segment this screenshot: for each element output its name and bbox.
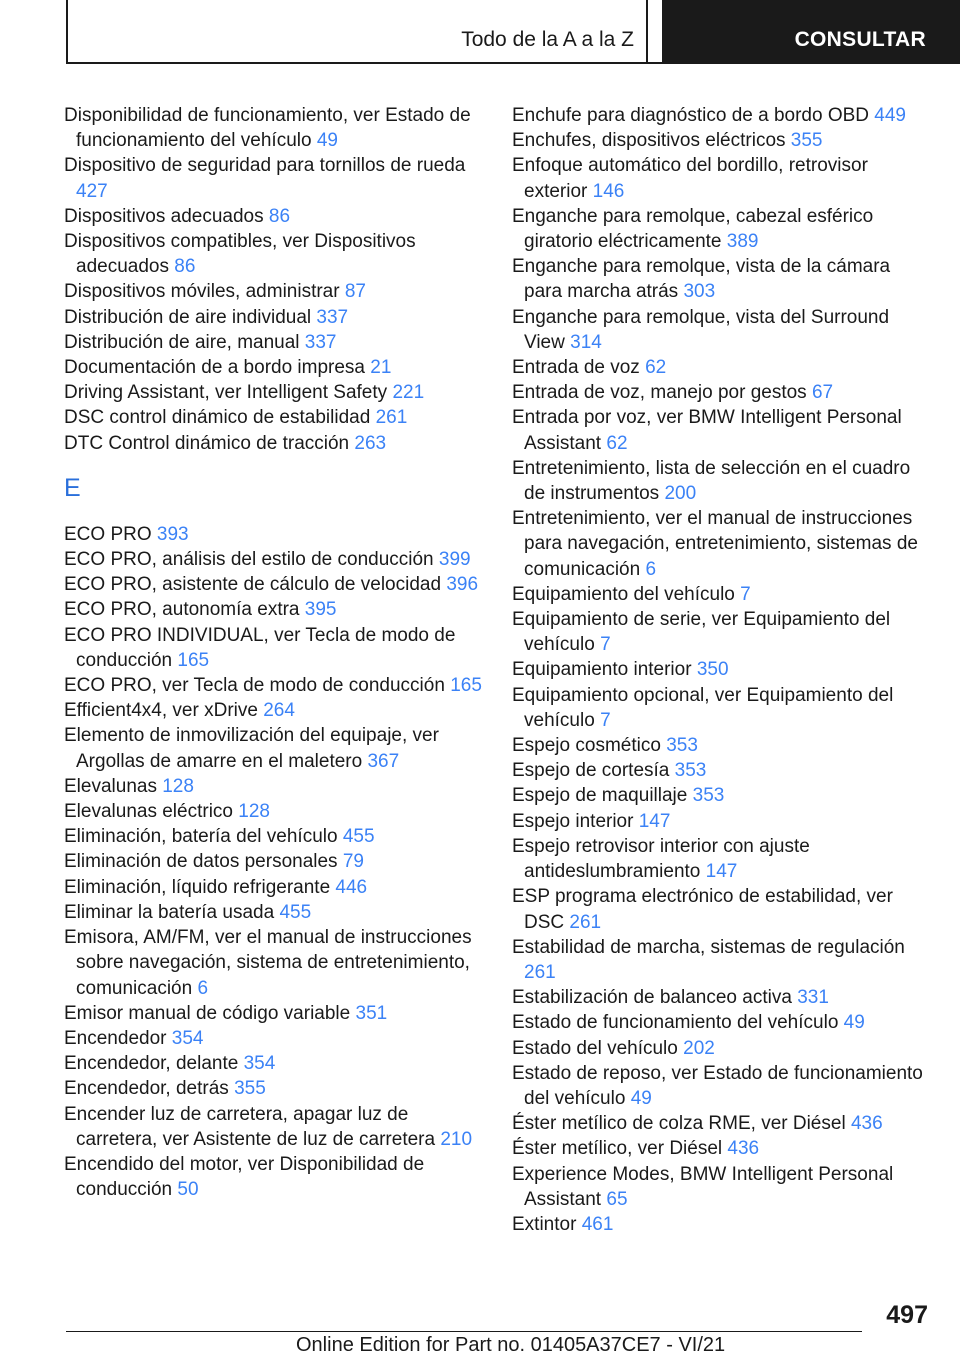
page-link[interactable]: 21 [370,357,392,379]
entry-text: Documentación de a bordo impresa [64,357,366,379]
page-link[interactable]: 461 [581,1213,614,1235]
entry-text: Experience Modes, BMW Intelligent Personal Assistant [512,1163,894,1210]
entry-text: Disponibilidad de funcionamiento, ver Estado de funcionamiento del vehículo [64,105,471,152]
page-link[interactable]: 210 [440,1128,473,1150]
index-entry [512,683,932,733]
page-link[interactable]: 128 [238,801,270,823]
entry-text: Éster metílico, ver Diésel [512,1138,723,1160]
entry-text: Dispositivo de seguridad para tornillos de rueda [64,155,466,177]
page-link[interactable]: 86 [174,256,196,278]
consult-label: CONSULTAR [794,28,926,51]
page-link[interactable]: 86 [268,205,291,227]
page-link[interactable]: 303 [683,281,716,303]
page-link[interactable]: 87 [344,281,366,303]
entry-text: Equipamiento de serie, ver Equipamiento del vehículo [512,609,891,656]
entry-text: ECO PRO, análisis del estilo de conducción [64,549,434,571]
entry-text: Enchufe para diagnóstico de a bordo OBD [512,105,870,126]
entry-text: Elemento de inmovilización del equipaje, ver Argollas de amarre en el maletero [64,725,439,772]
page-link[interactable]: 355 [790,130,823,152]
page-link[interactable]: 399 [438,549,471,571]
index-entry [64,204,482,229]
entry-text: Encender luz de carretera, apagar luz de carretera, ver Asistente de luz de carretera [64,1103,436,1150]
page-link[interactable]: 395 [304,599,337,621]
entry-text: Espejo interior [512,810,634,832]
page-link[interactable]: 436 [850,1113,883,1135]
index-entry [512,103,932,128]
page-link[interactable]: 62 [606,432,628,454]
page-link[interactable]: 62 [645,357,667,379]
index-entry [64,673,482,698]
page-link[interactable]: 49 [630,1087,652,1109]
page-link[interactable]: 350 [696,659,729,681]
index-entry [64,849,482,874]
index-entry [512,783,932,808]
entry-text: DTC Control dinámico de tracción [64,432,350,454]
page-link[interactable]: 79 [342,851,364,873]
entry-text: Elevalunas eléctrico [64,801,233,823]
section-title: Todo de la A a la Z [461,28,634,51]
page-link[interactable]: 261 [569,911,602,933]
index-entry [64,153,482,203]
page-link[interactable]: 449 [874,105,906,126]
entry-text: Elevalunas [64,775,157,797]
page-number: 497 [886,1301,928,1329]
index-entry [64,925,482,1001]
page-link[interactable]: 393 [156,523,189,545]
index-entry [64,824,482,849]
index-entry [512,884,932,934]
entry-text: Estado de reposo, ver Estado de funcionamiento del vehículo [512,1062,923,1109]
entry-text: Espejo de cortesía [512,760,670,782]
index-entry [64,723,482,773]
entry-text: Eliminar la batería usada [64,901,275,923]
page-link[interactable]: 396 [446,574,479,596]
index-entry [512,1111,932,1136]
index-entry [512,380,932,405]
page-link[interactable]: 353 [666,735,698,757]
index-entry [64,431,482,456]
page-link[interactable]: 147 [638,810,671,832]
page-link[interactable]: 355 [234,1078,266,1100]
index-entry [512,834,932,884]
page-link[interactable]: 264 [263,700,295,722]
entry-text: ECO PRO, autonomía extra [64,599,300,621]
entry-text: Distribución de aire individual [64,306,312,328]
section-letter: E [64,473,81,502]
entry-text: Éster metílico de colza RME, ver Diésel [512,1113,846,1135]
index-entry [512,405,932,455]
page-link[interactable]: 263 [354,432,387,454]
page-link[interactable]: 6 [645,558,657,580]
page-link[interactable]: 446 [335,876,368,898]
page-link[interactable]: 200 [664,483,697,505]
index-entry [64,380,482,405]
page-header [66,0,960,64]
index-entry [512,733,932,758]
page-link[interactable]: 147 [705,861,738,883]
entry-text: Enganche para remolque, vista de la cámara para marcha atrás [512,256,891,303]
entry-text: ECO PRO INDIVIDUAL, ver Tecla de modo de conducción [64,624,456,671]
index-entry [64,572,482,597]
index-entry [64,597,482,622]
index-entry [512,758,932,783]
index-entry [64,774,482,799]
index-entry [512,985,932,1010]
index-entry [64,1076,482,1101]
entry-text: Encendedor, detrás [64,1078,229,1100]
entry-text: Enganche para remolque, cabezal esférico giratorio eléctricamente [512,205,874,253]
index-entry [512,657,932,682]
entry-text: Entrada de voz, manejo por gestos [512,382,807,404]
page-link[interactable]: 389 [726,231,759,253]
index-column-right [512,103,932,1237]
index-entry [64,875,482,900]
entry-text: Entretenimiento, lista de selección en el cuadro de instrumentos [512,457,911,505]
index-entry [512,128,932,153]
index-entry [512,935,932,985]
page-link[interactable]: 261 [375,407,408,429]
entry-text: DSC control dinámico de estabilidad [64,407,371,429]
page-link[interactable]: 354 [171,1027,204,1049]
page-link[interactable]: 351 [355,1002,388,1024]
entry-text: Eliminación de datos personales [64,851,338,873]
page-link[interactable]: 314 [570,331,602,353]
entry-text: Distribución de aire, manual [64,331,300,353]
page-link[interactable]: 455 [342,826,375,848]
index-entry [512,1136,932,1161]
entry-text: Enchufes, dispositivos eléctricos [512,130,786,152]
entry-text: Entretenimiento, ver el manual de instrucciones para navegación, entretenimiento, sistemas de comunicación [512,508,918,580]
index-entry [64,900,482,925]
index-entry [64,1051,482,1076]
page-link[interactable]: 146 [592,180,625,202]
page-link[interactable]: 7 [600,634,611,656]
entry-text: Espejo de maquillaje [512,785,688,807]
index-entry [64,1001,482,1026]
entry-text: Encendedor, delante [64,1053,239,1075]
entry-text: ECO PRO [64,523,152,545]
index-entry [512,1162,932,1212]
page-link[interactable]: 354 [243,1053,276,1075]
index-column-left [64,103,482,1202]
entry-text: Equipamiento interior [512,659,692,681]
consult-tab[interactable] [662,0,960,64]
entry-text: ESP programa electrónico de estabilidad, ver DSC [512,886,893,933]
entry-text: Estabilidad de marcha, sistemas de regulación [512,936,905,958]
page-link[interactable]: 455 [279,901,312,923]
page-link[interactable]: 50 [177,1179,199,1201]
index-entry [512,305,932,355]
index-entry [64,330,482,355]
entry-text: Equipamiento opcional, ver Equipamiento del vehículo [512,684,894,731]
index-entry [512,204,932,254]
page-link[interactable]: 353 [674,760,707,782]
page-link[interactable]: 261 [524,961,556,983]
index-entry [64,698,482,723]
page-link[interactable]: 367 [367,750,400,772]
page-link[interactable]: 221 [392,382,425,404]
index-entry [512,809,932,834]
index-entry [64,799,482,824]
page-link[interactable]: 337 [316,306,349,328]
page-link[interactable]: 337 [304,331,337,353]
index-entry [512,1036,932,1061]
index-entry [512,254,932,304]
index-entry [64,623,482,673]
page-link[interactable]: 353 [692,785,725,807]
index-entry [512,153,932,203]
entry-text: Estabilización de balanceo activa [512,987,792,1009]
page-link[interactable]: 128 [162,775,194,797]
index-entry [64,305,482,330]
entry-text: Equipamiento del vehículo [512,583,735,605]
entry-text: Eliminación, líquido refrigerante [64,876,331,898]
footer-edition: Online Edition for Part no. 01405A37CE7 - VI/21 [296,1334,726,1356]
entry-text: ECO PRO, ver Tecla de modo de conducción [64,675,445,697]
entry-text: Encendedor [64,1027,167,1049]
entry-text: Efficient4x4, ver xDrive [64,700,258,722]
index-entry [64,1026,482,1051]
index-entry [64,405,482,430]
index-entry [512,1010,932,1035]
footer-divider [66,1331,862,1332]
entry-text: Espejo cosmético [512,735,661,757]
entry-text: Dispositivos adecuados [64,205,264,227]
page-link[interactable]: 202 [683,1037,715,1059]
entry-text: Dispositivos móviles, administrar [64,281,340,303]
entry-text: Dispositivos compatibles, ver Dispositivos adecuados [64,231,416,278]
entry-text: Emisora, AM/FM, ver el manual de instrucciones sobre navegación, sistema de entretenimiento, comunicación [64,927,472,999]
index-entry [64,522,482,547]
entry-text: ECO PRO, asistente de cálculo de velocidad [64,574,442,596]
page-link[interactable]: 427 [76,180,108,202]
index-entry [512,456,932,506]
page-link[interactable]: 7 [600,709,611,731]
page-link[interactable]: 65 [606,1188,628,1210]
entry-text: Enfoque automático del bordillo, retrovisor exterior [512,155,868,202]
index-entry [512,506,932,582]
index-entry [64,547,482,572]
page-link[interactable]: 6 [197,977,209,999]
entry-text: Entrada de voz [512,357,640,379]
entry-text: Emisor manual de código variable [64,1002,351,1024]
page-link[interactable]: 331 [797,987,829,1009]
entry-text: Eliminación, batería del vehículo [64,826,338,848]
index-entry [512,582,932,607]
entry-text: Driving Assistant, ver Intelligent Safety [64,382,388,404]
page-link[interactable]: 436 [727,1138,760,1160]
index-entry [64,229,482,279]
entry-text: Extintor [512,1213,577,1235]
index-entry [64,355,482,380]
page-link[interactable]: 165 [450,675,482,697]
entry-text: Entrada por voz, ver BMW Intelligent Personal Assistant [512,407,902,454]
entry-text: Estado de funcionamiento del vehículo [512,1012,839,1034]
index-entry [512,1212,932,1237]
index-entry [512,355,932,380]
entry-text: Estado del vehículo [512,1037,678,1059]
page-link[interactable]: 7 [740,583,751,605]
index-entry [512,607,932,657]
page-link[interactable]: 49 [316,130,338,152]
entry-text: Enganche para remolque, vista del Surround View [512,306,890,353]
page-link[interactable]: 67 [811,382,834,404]
index-entry [64,1152,482,1202]
index-entry [64,103,482,153]
index-entry [64,1102,482,1152]
entry-text: Espejo retrovisor interior con ajuste antideslumbramiento [512,835,810,883]
index-entry [64,279,482,304]
index-entry [512,1061,932,1111]
page-link[interactable]: 49 [843,1012,865,1034]
section-tab[interactable] [66,0,648,64]
page-link[interactable]: 165 [177,649,210,671]
entry-text: Encendido del motor, ver Disponibilidad de conducción [64,1153,425,1201]
